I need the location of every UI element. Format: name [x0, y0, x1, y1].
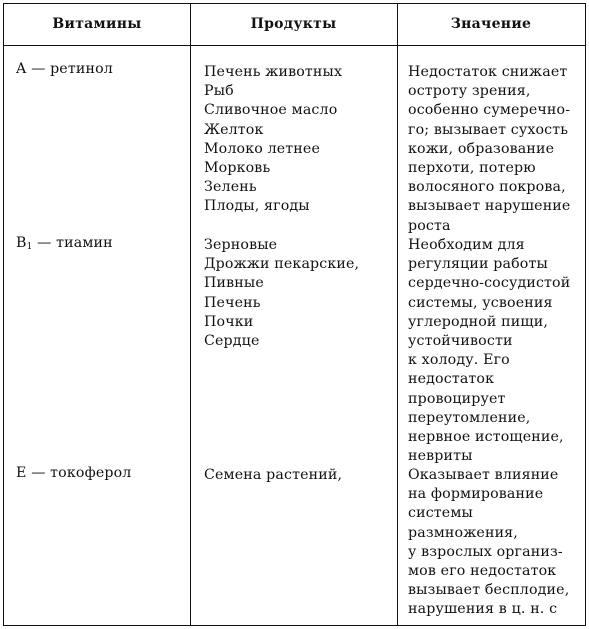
header-vitamins: Витамины [52, 16, 142, 32]
meaning-line: невриты [408, 448, 473, 465]
meaning-line: регуляции работы [408, 256, 548, 273]
vitamin-subscript: 1 [26, 242, 33, 252]
meaning-line: провоцирует [408, 390, 506, 407]
meaning-line: системы, усвоения [408, 294, 553, 311]
meaning-line: перхоти, потерю [408, 159, 536, 176]
meaning-text [408, 236, 570, 466]
meaning-line: недостаток [408, 371, 495, 388]
meaning-line: вызывает бесплодие, [408, 582, 570, 599]
product-line: Молоко летнее [204, 140, 320, 157]
header-divider [4, 45, 585, 46]
meaning-line: нарушения в ц. н. с [408, 601, 558, 618]
meaning-line: кожи, образование [408, 140, 555, 157]
product-line: Сердце [204, 332, 260, 349]
product-line: Зерновые [204, 237, 278, 253]
product-line: Зелень [204, 179, 257, 196]
meaning-line: на формирование [408, 486, 544, 503]
meaning-line: остроту зрения, [408, 83, 531, 100]
meaning-line: у взрослых организ- [408, 543, 563, 560]
vitamin-title: — токоферол [31, 465, 132, 481]
vitamin-name [16, 234, 113, 253]
meaning-line: переутомление, [408, 409, 531, 426]
meaning-line: волосяного покрова, [408, 179, 566, 196]
product-line: Семена растений, [204, 467, 343, 483]
meaning-text [408, 63, 570, 236]
product-line: Пивные [204, 275, 264, 292]
meaning-line: размножения, [408, 524, 518, 541]
vitamins-table [3, 3, 586, 626]
meaning-line: углеродной пищи, [408, 313, 548, 330]
header-products: Продукты [250, 16, 337, 32]
meaning-line: сердечно-сосудистой [408, 275, 571, 292]
meaning-line: Необходим для [408, 237, 525, 253]
product-line: Печень [204, 294, 261, 311]
column-divider-2 [397, 4, 398, 625]
meaning-text [408, 466, 569, 620]
product-line: Морковь [204, 159, 271, 176]
meaning-line: устойчивости [408, 332, 513, 349]
vitamin-letter: A [16, 61, 27, 77]
product-line: Почки [204, 313, 254, 330]
vitamin-letter: B [16, 235, 27, 251]
meaning-line: Оказывает влияние [408, 467, 559, 483]
meaning-line: Недостаток снижает [408, 64, 568, 80]
column-divider-1 [190, 4, 191, 625]
meaning-line: роста [408, 217, 451, 234]
meaning-line: мов его недостаток [408, 562, 557, 579]
product-line: Сливочное масло [204, 102, 338, 119]
product-line: Дрожжи пекарские, [204, 256, 360, 273]
meaning-line: го; вызывает сухость [408, 121, 569, 138]
meaning-line: системы [408, 505, 473, 522]
vitamin-name [16, 60, 113, 79]
vitamin-letter: E [16, 465, 27, 481]
vitamin-title: — ретинол [31, 61, 113, 77]
meaning-line: к холоду. Его [408, 352, 510, 369]
meaning-line: нервное истощение, [408, 428, 564, 445]
product-line: Желток [204, 121, 264, 138]
product-line: Рыб [204, 83, 234, 100]
vitamin-title: — тиамин [37, 235, 113, 251]
meaning-line: особенно сумеречно- [408, 102, 571, 119]
vitamin-name [16, 464, 131, 483]
products-list [204, 63, 342, 217]
product-line: Плоды, ягоды [204, 198, 310, 215]
products-list [204, 236, 359, 351]
product-line: Печень животных [204, 64, 343, 80]
products-list [204, 466, 342, 485]
meaning-line: вызывает нарушение [408, 198, 571, 215]
header-meaning: Значение [450, 16, 532, 32]
